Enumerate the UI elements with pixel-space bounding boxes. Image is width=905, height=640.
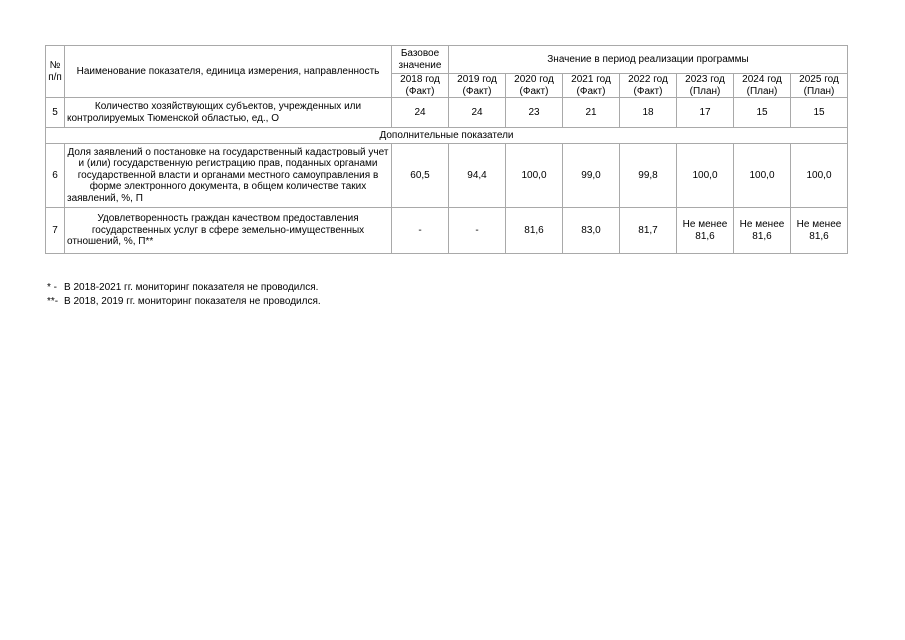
row-value: - — [449, 208, 506, 254]
row-value: 15 — [791, 98, 848, 128]
row-value: 60,5 — [392, 144, 449, 208]
row-value: 94,4 — [449, 144, 506, 208]
row-value: Не менее 81,6 — [791, 208, 848, 254]
row-num: 5 — [46, 98, 65, 128]
row-value: Не менее 81,6 — [734, 208, 791, 254]
row-value: 21 — [563, 98, 620, 128]
row-value: 100,0 — [791, 144, 848, 208]
header-year: 2025 год (План) — [791, 74, 848, 98]
footnote-mark: **- — [47, 296, 59, 307]
section-title: Дополнительные показатели — [46, 128, 848, 144]
section-row — [46, 128, 848, 144]
footnote — [47, 295, 321, 309]
row-name: Количество хозяйствующих субъектов, учрежденных или контролируемых Тюменской областью, ед., О — [65, 98, 392, 128]
header-year: 2018 год (Факт) — [392, 74, 449, 98]
row-value: 99,8 — [620, 144, 677, 208]
table-row — [46, 208, 848, 254]
row-value: 81,6 — [506, 208, 563, 254]
row-name: Доля заявлений о постановке на государственный кадастровый учет и (или) государственную регистрацию прав, поданных органами государственной власти и органами местного самоуправления в форме электронного документа, в общем количестве таких заявлений, %, П — [65, 144, 392, 208]
header-base: Базовое значение — [392, 46, 449, 74]
header-year: 2020 год (Факт) — [506, 74, 563, 98]
row-value: 100,0 — [506, 144, 563, 208]
row-value: Не менее 81,6 — [677, 208, 734, 254]
row-value: 24 — [449, 98, 506, 128]
header-year: 2019 год (Факт) — [449, 74, 506, 98]
header-year: 2024 год (План) — [734, 74, 791, 98]
row-value: 15 — [734, 98, 791, 128]
header-year: 2023 год (План) — [677, 74, 734, 98]
row-value: 100,0 — [677, 144, 734, 208]
table-row — [46, 144, 848, 208]
footnote-mark: * - — [47, 282, 57, 293]
header-year: 2021 год (Факт) — [563, 74, 620, 98]
row-value: 99,0 — [563, 144, 620, 208]
row-value: 23 — [506, 98, 563, 128]
row-value: 83,0 — [563, 208, 620, 254]
row-value: - — [392, 208, 449, 254]
footnote-text: В 2018-2021 гг. мониторинг показателя не проводился. — [64, 282, 319, 293]
header-name: Наименование показателя, единица измерения, направленность — [65, 46, 392, 98]
row-value: 17 — [677, 98, 734, 128]
table-row — [46, 98, 848, 128]
row-value: 81,7 — [620, 208, 677, 254]
row-num: 7 — [46, 208, 65, 254]
header-row — [46, 46, 848, 74]
row-name: Удовлетворенность граждан качеством предоставления государственных услуг в сфере земельно-имущественных отношений, %, П** — [65, 208, 392, 254]
header-period: Значение в период реализации программы — [449, 46, 848, 74]
footnote — [47, 281, 321, 295]
row-value: 24 — [392, 98, 449, 128]
indicators-table — [45, 45, 848, 254]
header-num: № п/п — [46, 46, 65, 98]
row-value: 18 — [620, 98, 677, 128]
row-num: 6 — [46, 144, 65, 208]
header-year: 2022 год (Факт) — [620, 74, 677, 98]
footnotes — [47, 281, 321, 309]
footnote-text: В 2018, 2019 гг. мониторинг показателя не проводился. — [64, 296, 321, 307]
row-value: 100,0 — [734, 144, 791, 208]
